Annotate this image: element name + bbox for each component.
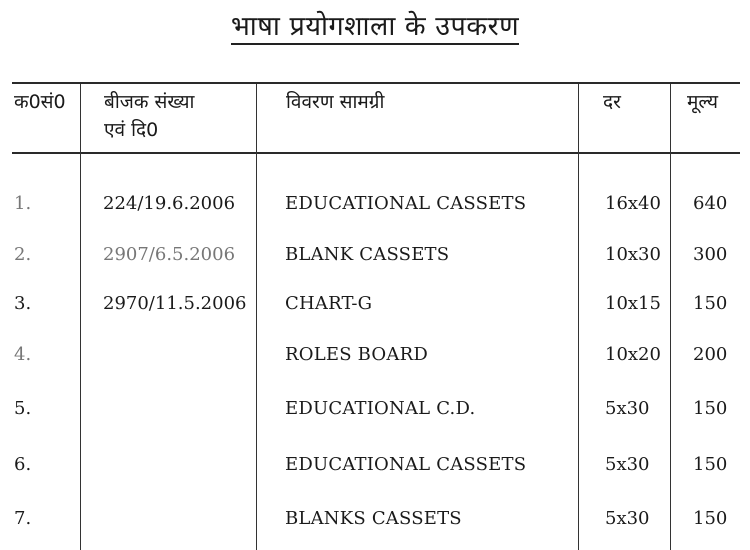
row-description: ROLES BOARD [285,344,428,365]
header-invoice-line2: एवं दि0 [104,119,159,141]
column-divider [80,84,81,550]
header-description: विवरण सामग्री [286,91,385,113]
row-sn: 2. [14,244,32,265]
row-value: 640 [693,193,728,214]
row-description: BLANKS CASSETS [285,508,462,529]
row-rate: 10x30 [605,244,661,265]
row-description: CHART-G [285,293,373,314]
row-rate: 16x40 [605,193,661,214]
row-description: EDUCATIONAL CASSETS [285,193,527,214]
row-sn: 6. [14,454,32,475]
column-divider [256,84,257,550]
row-invoice: 2907/6.5.2006 [103,244,236,265]
header-sn: क0सं0 [14,91,66,113]
header-value: मूल्य [687,91,719,113]
row-sn: 4. [14,344,32,365]
page-title-text: भाषा प्रयोगशाला के उपकरण [231,11,519,45]
column-divider [670,84,671,550]
row-description: BLANK CASSETS [285,244,450,265]
row-rate: 10x20 [605,344,661,365]
row-sn: 7. [14,508,32,529]
row-value: 150 [693,398,728,419]
row-sn: 1. [14,193,32,214]
header-invoice-line1: बीजक संख्या [104,91,195,113]
row-description: EDUCATIONAL CASSETS [285,454,527,475]
header-bottom-rule [12,152,740,154]
row-value: 300 [693,244,728,265]
row-rate: 5x30 [605,508,650,529]
row-rate: 5x30 [605,398,650,419]
row-sn: 3. [14,293,32,314]
page-title [0,6,750,43]
column-divider [578,84,579,550]
header-invoice [104,88,194,144]
row-value: 150 [693,508,728,529]
row-rate: 10x15 [605,293,661,314]
row-invoice: 2970/11.5.2006 [103,293,247,314]
row-sn: 5. [14,398,32,419]
row-invoice: 224/19.6.2006 [103,193,236,214]
table-top-rule [12,82,740,84]
row-rate: 5x30 [605,454,650,475]
row-description: EDUCATIONAL C.D. [285,398,476,419]
header-rate: दर [603,91,621,113]
row-value: 150 [693,454,728,475]
row-value: 200 [693,344,728,365]
row-value: 150 [693,293,728,314]
